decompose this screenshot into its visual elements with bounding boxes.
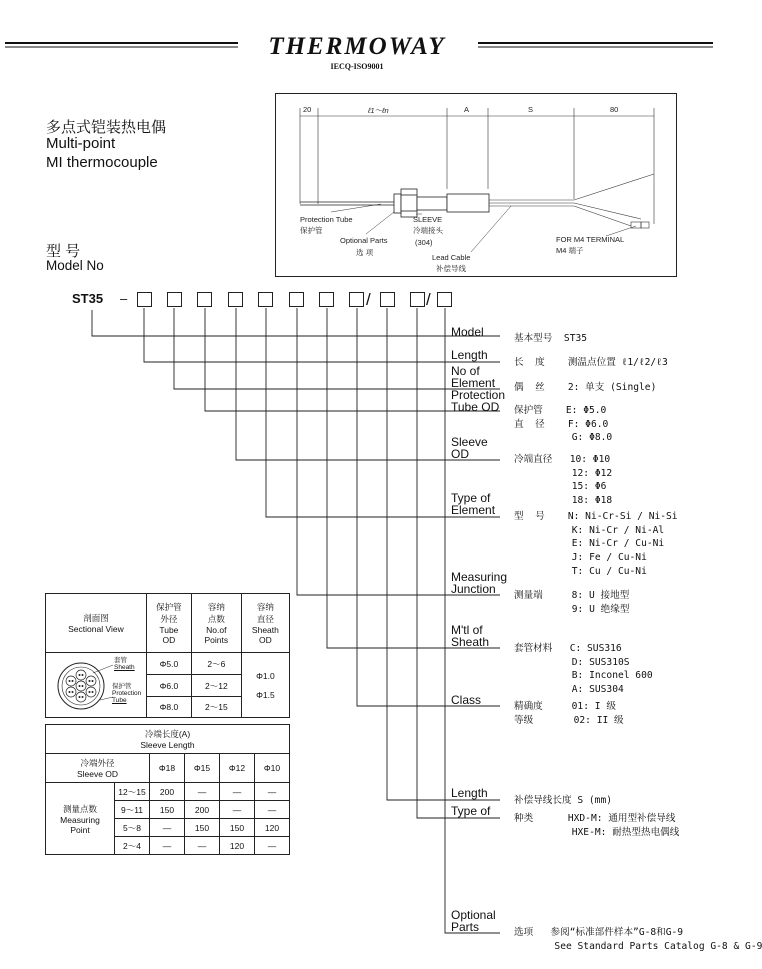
- dim-80: 80: [610, 105, 619, 114]
- value-cell: 150: [150, 801, 185, 819]
- range-cell: 9～11: [115, 801, 150, 819]
- points-cell: 2～12: [191, 675, 241, 696]
- seg-desc-sheath-material: 套管材料 C: SUS316 D: SUS310S B: Inconel 600 A: SUS304: [514, 643, 653, 696]
- sheath-od-cell: Φ1.0 Φ1.5: [241, 653, 289, 718]
- value-cell: —: [185, 837, 220, 855]
- code-slash-1: /: [366, 290, 371, 309]
- seg-label-class: Class: [451, 693, 482, 707]
- seg-label-type-of-element: Type of Element: [451, 491, 496, 517]
- col-header: Φ12: [220, 754, 255, 783]
- seg-desc-cable-type: 种类 HXD-M: 通用型补偿导线 HXE-M: 耐热型热电偶线: [514, 813, 680, 838]
- model-no-cn: 型 号: [46, 243, 81, 260]
- value-cell: 200: [185, 801, 220, 819]
- code-dash: –: [120, 291, 128, 306]
- dim-l: ℓ1～ℓn: [368, 106, 389, 115]
- value-cell: —: [255, 783, 290, 801]
- sleeve-od-header: 冷端外径 Sleeve OD: [46, 754, 150, 783]
- value-cell: 120: [255, 819, 290, 837]
- value-cell: —: [150, 837, 185, 855]
- tube-od-cell: Φ6.0: [146, 675, 191, 696]
- value-cell: 150: [220, 819, 255, 837]
- sleeve-material: (304): [415, 238, 433, 247]
- code-slash-2: /: [426, 290, 431, 309]
- sleeve-length-table: [45, 724, 290, 855]
- value-cell: —: [185, 783, 220, 801]
- range-cell: 12～15: [115, 783, 150, 801]
- range-cell: 2～4: [115, 837, 150, 855]
- points-cell: 2～6: [191, 653, 241, 675]
- seg-desc-class: 精确度 01: I 级 等级 02: II 级: [514, 701, 624, 726]
- seg-desc-model: 基本型号 ST35: [514, 333, 588, 344]
- seg-label-cable-type: Type of: [451, 804, 491, 818]
- protection-tube-cn: 保护管: [300, 226, 323, 235]
- value-cell: —: [220, 801, 255, 819]
- value-cell: 120: [220, 837, 255, 855]
- terminal-cn: M4 端子: [556, 246, 584, 255]
- lead-cable-label: Lead Cable: [432, 253, 471, 262]
- dim-20: 20: [303, 105, 312, 114]
- seg-desc-sleeve-od: 冷端直径 10: Φ10 12: Φ12 15: Φ6 18: Φ18: [514, 454, 613, 507]
- optional-parts-cn: 选 项: [356, 248, 374, 257]
- seg-desc-optional-parts: 选项 参阅“标准部件样本”G-8和G-9 See Standard Parts Catalog G-8 & G-9: [514, 927, 762, 952]
- section-header: 剖面图 Sectional View: [46, 594, 147, 653]
- seg-label-model: Model: [451, 325, 484, 339]
- col-header: Φ10: [255, 754, 290, 783]
- protection-tube-label: Protection Tube: [300, 215, 353, 224]
- terminal-label: FOR M4 TERMINAL: [556, 235, 625, 244]
- range-cell: 5～8: [115, 819, 150, 837]
- model-no-en: Model No: [46, 258, 104, 273]
- dim-s: S: [528, 105, 534, 114]
- points-header: 容纳 点数 No.of Points: [191, 594, 241, 653]
- value-cell: —: [220, 783, 255, 801]
- brand-logo: THERMOWAY: [268, 33, 446, 60]
- value-cell: —: [255, 801, 290, 819]
- value-cell: 150: [185, 819, 220, 837]
- cert-label: IECQ-ISO9001: [330, 62, 384, 71]
- seg-label-measuring-junction: Measuring Junction: [451, 570, 508, 596]
- dim-a: A: [464, 105, 470, 114]
- sleeve-cn: 冷端接头: [413, 226, 443, 235]
- value-cell: 200: [150, 783, 185, 801]
- points-cell: 2～15: [191, 696, 241, 717]
- seg-label-protection-tube: Protection Tube OD: [451, 388, 506, 414]
- measuring-point-header: 测量点数 Measuring Point: [46, 783, 115, 855]
- tube-od-header: 保护管 外径 Tube OD: [146, 594, 191, 653]
- seg-desc-type-of-element: 型 号 N: Ni-Cr-Si / Ni-Si K: Ni-Cr / Ni-Al E: Ni-Cr / Cu-Ni J: Fe / Cu-Ni T: Cu / Cu-Ni: [514, 511, 678, 577]
- col-header: Φ15: [185, 754, 220, 783]
- seg-desc-cable-length: 补偿导线长度 S (mm): [514, 795, 612, 806]
- value-cell: —: [150, 819, 185, 837]
- seg-label-sleeve-od: Sleeve OD: [451, 435, 488, 461]
- seg-label-length: Length: [451, 348, 488, 362]
- title-en-1: Multi-point: [46, 135, 116, 152]
- sleeve-label: SLEEVE: [413, 215, 443, 224]
- value-cell: —: [255, 837, 290, 855]
- seg-label-no-of-element: No of Element: [451, 364, 496, 390]
- tube-od-cell: Φ5.0: [146, 653, 191, 675]
- seg-desc-no-of-element: 偶 丝 2: 单支 (Single): [514, 382, 657, 393]
- optional-parts-label: Optional Parts: [340, 236, 388, 245]
- section-diagram-cell: 套管 Sheath 保护管 Protection Tube: [46, 653, 147, 718]
- seg-label-optional-parts: Optional Parts: [451, 908, 496, 934]
- seg-desc-length: 长 度 测温点位置 ℓ1/ℓ2/ℓ3: [514, 357, 668, 368]
- sheath-od-header: 容纳 直径 Sheath OD: [241, 594, 289, 653]
- seg-label-cable-length: Length: [451, 786, 488, 800]
- sectional-view-table: [45, 593, 290, 718]
- sleeve-length-title: 冷端长度(A) Sleeve Length: [46, 725, 290, 754]
- col-header: Φ18: [150, 754, 185, 783]
- seg-label-sheath-material: M'tl of Sheath: [451, 623, 490, 649]
- lead-cable-cn: 补偿导线: [436, 264, 466, 273]
- title-en-2: MI thermocouple: [46, 154, 158, 171]
- seg-desc-measuring-junction: 测量端 8: U 接地型 9: U 绝缘型: [514, 590, 630, 615]
- tube-od-cell: Φ8.0: [146, 696, 191, 717]
- model-code: ST35: [72, 291, 104, 306]
- title-cn: 多点式铠装热电偶: [46, 119, 167, 136]
- seg-desc-protection-tube: 保护管 E: Φ5.0 直 径 F: Φ6.0 G: Φ8.0: [514, 405, 613, 444]
